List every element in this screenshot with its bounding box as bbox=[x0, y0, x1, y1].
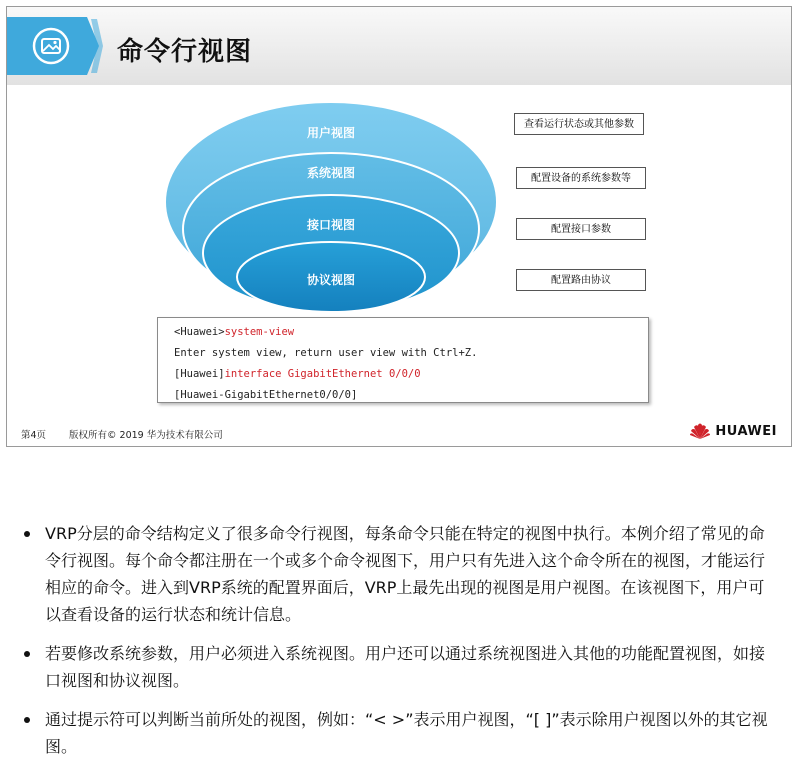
desc-user-view: 查看运行状态或其他参数 bbox=[514, 113, 644, 135]
huawei-petal-icon bbox=[689, 422, 711, 440]
brand-name: HUAWEI bbox=[715, 423, 777, 439]
huawei-logo bbox=[689, 421, 777, 441]
command-line-2 bbox=[174, 347, 477, 359]
speaker-notes bbox=[24, 520, 776, 772]
bullet-icon bbox=[24, 531, 30, 537]
view-label-system: 系统视图 bbox=[306, 166, 356, 180]
command-text: system-view bbox=[224, 326, 295, 338]
copyright: 版权所有© 2019 华为技术有限公司 bbox=[69, 430, 223, 441]
note-item bbox=[24, 706, 776, 760]
page-number: 第4页 bbox=[21, 430, 47, 441]
command-line-3 bbox=[174, 368, 421, 380]
note-item bbox=[24, 640, 776, 694]
command-text: interface GigabitEthernet 0/0/0 bbox=[224, 368, 421, 380]
view-label-interface: 接口视图 bbox=[306, 218, 356, 232]
command-line-1 bbox=[174, 326, 294, 338]
desc-protocol-view: 配置路由协议 bbox=[516, 269, 646, 291]
slide bbox=[6, 6, 792, 447]
view-label-user: 用户视图 bbox=[306, 126, 356, 140]
slide-title: 命令行视图 bbox=[117, 37, 253, 67]
command-line-4 bbox=[174, 389, 357, 401]
command-prompt: [Huawei] bbox=[174, 368, 225, 380]
view-label-protocol: 协议视图 bbox=[306, 273, 356, 287]
note-item bbox=[24, 520, 776, 628]
command-prompt: [Huawei-GigabitEthernet0/0/0] bbox=[174, 389, 358, 401]
command-example-box bbox=[157, 317, 649, 403]
command-prompt: <Huawei> bbox=[174, 326, 225, 338]
desc-system-view: 配置设备的系统参数等 bbox=[516, 167, 646, 189]
bullet-icon bbox=[24, 651, 30, 657]
note-text: 若要修改系统参数，用户必须进入系统视图。用户还可以通过系统视图进入其他的功能配置视图，如接口视图和协议视图。 bbox=[45, 644, 766, 690]
bullet-icon bbox=[24, 717, 30, 723]
note-text: 通过提示符可以判断当前所处的视图，例如：“< >”表示用户视图，“[ ]”表示除用户视图以外的其它视图。 bbox=[45, 710, 768, 756]
desc-interface-view: 配置接口参数 bbox=[516, 218, 646, 240]
command-output: Enter system view, return user view with Ctrl+Z. bbox=[174, 347, 478, 359]
note-text: VRP分层的命令结构定义了很多命令行视图，每条命令只能在特定的视图中执行。本例介绍了常见的命令行视图。每个命令都注册在一个或多个命令视图下，用户只有先进入这个命令所在的视图，才能运行相应的命令。进入到VRP系统的配置界面后，VRP上最先出现的视图是用户视图。在该视图下，用户可以查看设备的运行状态和统计信息。 bbox=[45, 524, 766, 624]
